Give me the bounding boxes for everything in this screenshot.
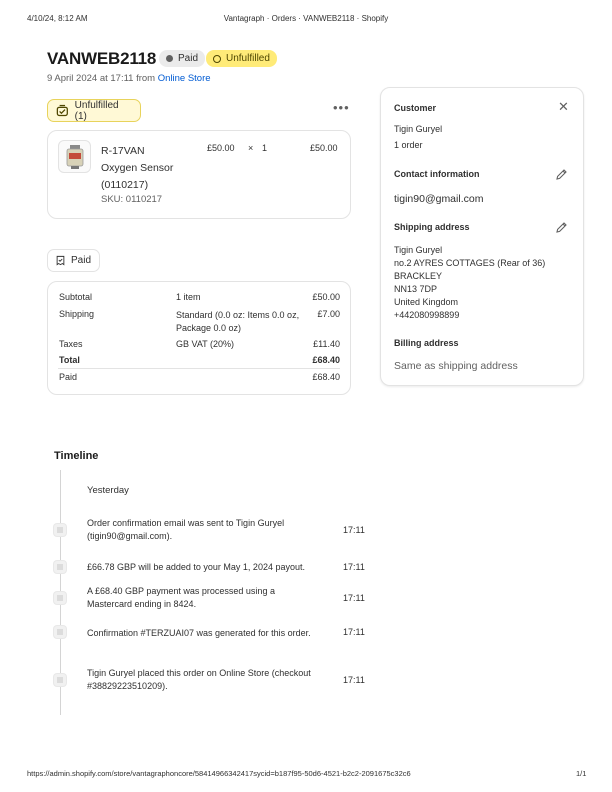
product-title-line: (0110217) bbox=[101, 179, 149, 191]
summary-divider bbox=[58, 368, 340, 369]
unfulfilled-label: Unfulfilled (1) bbox=[74, 99, 119, 122]
taxes-detail: GB VAT (20%) bbox=[176, 339, 235, 349]
paid-row-label: Paid bbox=[59, 372, 78, 382]
quantity: 1 bbox=[262, 143, 268, 153]
print-date: 4/10/24, 8:12 AM bbox=[27, 14, 88, 23]
order-date-line bbox=[47, 73, 211, 84]
print-url: https://admin.shopify.com/store/vantagraphoncore/58414966342417sycid=b187f95-50d6-4521-b2c2-2091675c32c6 bbox=[27, 769, 411, 778]
customer-order-count[interactable]: 1 order bbox=[394, 140, 423, 150]
times-sign: × bbox=[248, 143, 254, 153]
timeline-event-line: (tigin90@gmail.com). bbox=[87, 531, 173, 541]
address-line: no.2 AYRES COTTAGES (Rear of 36) bbox=[394, 258, 546, 268]
unfulfilled-status-pill bbox=[47, 99, 141, 122]
product-title-line: Oxygen Sensor bbox=[101, 162, 174, 174]
sales-channel-link[interactable]: Online Store bbox=[157, 73, 211, 84]
address-line: BRACKLEY bbox=[394, 271, 443, 281]
timeline-event-line: #38829223510209). bbox=[87, 681, 168, 691]
subtotal-label: Subtotal bbox=[59, 292, 93, 302]
timeline-event-time: 17:11 bbox=[343, 675, 365, 685]
timeline-event-dot bbox=[54, 592, 66, 604]
timeline-event-time: 17:11 bbox=[343, 525, 365, 535]
line-item-card bbox=[47, 130, 351, 219]
product-sku: SKU: 0110217 bbox=[101, 194, 163, 205]
timeline-event-text: £66.78 GBP will be added to your May 1, 2024 payout. bbox=[87, 562, 305, 572]
address-line: Tigin Guryel bbox=[394, 245, 443, 255]
status-dot-icon bbox=[166, 55, 173, 62]
subtotal-detail: 1 item bbox=[176, 292, 201, 302]
timeline-event-text bbox=[87, 585, 275, 611]
shipping-section-title: Shipping address bbox=[394, 222, 470, 232]
shipping-address-block bbox=[394, 244, 545, 322]
fulfillment-box-icon bbox=[56, 104, 69, 117]
customer-name-link[interactable]: Tigin Guryel bbox=[394, 124, 443, 134]
product-title-line: R-17VAN bbox=[101, 145, 145, 157]
payment-status-badge bbox=[159, 50, 205, 67]
paid-status-pill bbox=[47, 249, 100, 272]
address-line: NN13 7DP bbox=[394, 284, 438, 294]
timeline-event-text: Confirmation #TERZUAI07 was generated for this order. bbox=[87, 628, 311, 638]
receipt-check-icon bbox=[56, 254, 65, 267]
timeline-title: Timeline bbox=[54, 450, 99, 462]
taxes-label: Taxes bbox=[59, 339, 83, 349]
shipping-label: Shipping bbox=[59, 309, 95, 319]
customer-email[interactable]: tigin90@gmail.com bbox=[394, 193, 484, 205]
more-actions-icon[interactable]: ••• bbox=[333, 100, 350, 115]
billing-section-title: Billing address bbox=[394, 338, 459, 348]
edit-contact-pencil-icon[interactable] bbox=[555, 168, 568, 181]
close-icon[interactable]: ✕ bbox=[558, 99, 569, 114]
oxygen-sensor-image-icon bbox=[64, 144, 86, 170]
paid-row-amount: £68.40 bbox=[312, 372, 340, 382]
taxes-amount: £11.40 bbox=[313, 339, 340, 349]
print-page-number: 1/1 bbox=[576, 769, 587, 778]
timeline-event-line: Mastercard ending in 8424. bbox=[87, 599, 197, 609]
timeline-event-text bbox=[87, 517, 284, 543]
order-date: 9 April 2024 at 17:11 from bbox=[47, 73, 156, 84]
unit-price: £50.00 bbox=[207, 143, 235, 153]
timeline-event-dot bbox=[54, 524, 66, 536]
fulfillment-status-badge bbox=[206, 50, 277, 67]
status-ring-icon bbox=[213, 55, 221, 63]
timeline-event-line: Tigin Guryel placed this order on Online Store (checkout bbox=[87, 668, 311, 678]
total-label: Total bbox=[59, 355, 80, 365]
line-total: £50.00 bbox=[310, 143, 338, 153]
print-page-title: Vantagraph · Orders · VANWEB2118 · Shopify bbox=[223, 14, 389, 23]
order-title: VANWEB2118 bbox=[47, 49, 157, 68]
customer-sidebar bbox=[380, 87, 584, 386]
total-amount: £68.40 bbox=[312, 355, 340, 365]
timeline-event-line: Order confirmation email was sent to Tigin Guryel bbox=[87, 518, 285, 528]
timeline-event-time: 17:11 bbox=[343, 562, 365, 572]
shipping-amount: £7.00 bbox=[317, 309, 340, 319]
address-line: +442080998899 bbox=[394, 310, 460, 320]
customer-section-title: Customer bbox=[394, 103, 437, 113]
timeline-event-dot bbox=[54, 626, 66, 638]
timeline-event-time: 17:11 bbox=[343, 627, 365, 637]
address-line: United Kingdom bbox=[394, 297, 459, 307]
timeline-event-dot bbox=[54, 674, 66, 686]
timeline-event-time: 17:11 bbox=[343, 593, 365, 603]
payment-summary-card bbox=[47, 281, 351, 395]
subtotal-amount: £50.00 bbox=[312, 292, 340, 302]
timeline-event-line: A £68.40 GBP payment was processed using a bbox=[87, 586, 275, 596]
timeline-day-label: Yesterday bbox=[87, 485, 129, 496]
product-thumbnail[interactable] bbox=[58, 140, 91, 173]
product-title[interactable] bbox=[101, 143, 173, 194]
paid-label: Paid bbox=[70, 255, 91, 266]
shipping-detail: Standard (0.0 oz: Items 0.0 oz, Package 0.0 oz) bbox=[176, 310, 300, 333]
billing-address-value: Same as shipping address bbox=[394, 360, 518, 372]
timeline-event-dot bbox=[54, 561, 66, 573]
contact-section-title: Contact information bbox=[394, 169, 480, 179]
payment-status-label: Paid bbox=[178, 53, 199, 64]
fulfillment-status-label: Unfulfilled bbox=[226, 53, 270, 64]
timeline-event-text bbox=[87, 667, 311, 693]
edit-shipping-pencil-icon[interactable] bbox=[555, 221, 568, 234]
